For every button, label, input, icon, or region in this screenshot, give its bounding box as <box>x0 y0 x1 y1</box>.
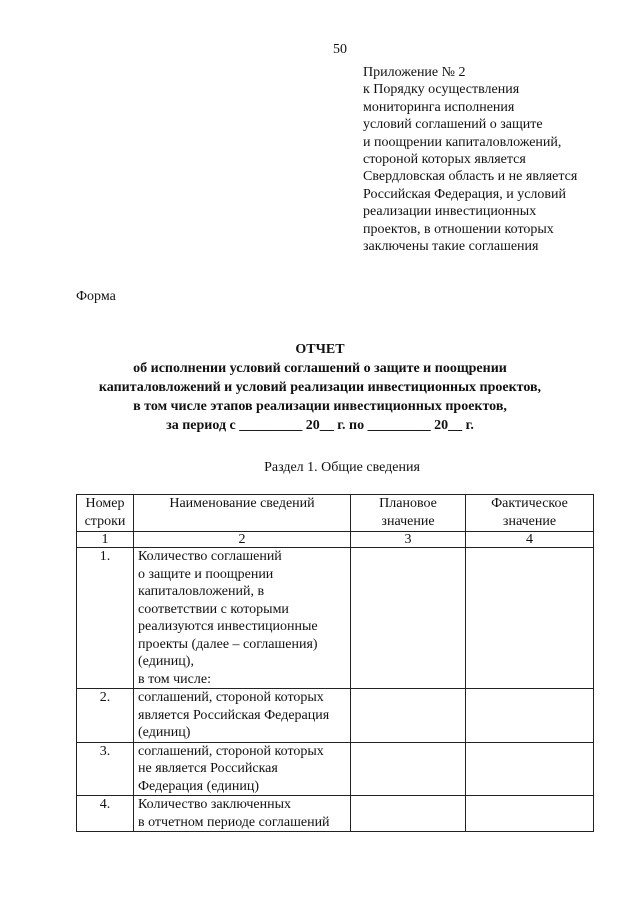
row-text-line: проекты (далее – соглашения) <box>138 636 318 652</box>
row-text-line: (единиц) <box>138 725 191 740</box>
header-row-number <box>77 495 134 532</box>
report-subtitle-line: об исполнении условий соглашений о защите и поощрении <box>133 361 507 376</box>
actual-value-cell[interactable] <box>466 742 594 796</box>
header-text: строки <box>84 513 126 529</box>
row-text-line: соглашений, стороной которых <box>138 690 324 705</box>
appendix-line: проектов, в отношении которых <box>363 221 554 237</box>
table-row <box>77 689 594 743</box>
row-text-line: Количество заключенных <box>138 797 291 812</box>
appendix-line: стороной которых является <box>363 152 526 168</box>
column-number: 2 <box>134 532 351 548</box>
row-text-line: в отчетном периоде соглашений <box>138 814 330 830</box>
header-text: значение <box>381 513 435 529</box>
report-subtitle-line: капиталовложений и условий реализации инвестиционных проектов, <box>98 380 542 395</box>
header-text: Плановое <box>379 496 437 511</box>
report-period-line: за период с _________ 20__ г. по _________ 20__ г. <box>166 418 474 433</box>
planned-value-cell[interactable] <box>351 548 466 689</box>
row-text-line: Количество соглашений <box>138 549 282 564</box>
appendix-line: и поощрении капиталовложений, <box>363 134 562 150</box>
appendix-line: мониторинга исполнения <box>363 99 515 115</box>
header-planned <box>351 495 466 532</box>
row-text-line: капиталовложений, в <box>138 584 265 599</box>
section-title: Раздел 1. Общие сведения <box>264 460 420 475</box>
row-text-line: (единиц), <box>138 654 194 669</box>
row-text-line: является Российская Федерация <box>138 707 330 723</box>
actual-value-cell[interactable] <box>466 689 594 743</box>
header-name <box>134 495 351 532</box>
appendix-line: заключены такие соглашения <box>363 239 539 255</box>
table-header-row <box>77 495 594 532</box>
report-title: ОТЧЕТ <box>295 342 345 357</box>
appendix-block <box>363 64 623 255</box>
row-text-line: в том числе: <box>138 671 211 687</box>
column-number: 1 <box>77 532 134 548</box>
row-text-line: соответствии с которыми <box>138 601 289 617</box>
row-description <box>134 796 351 832</box>
general-info-table <box>76 494 594 832</box>
actual-value-cell[interactable] <box>466 796 594 832</box>
header-text: Номер <box>85 496 125 511</box>
header-text: Наименование сведений <box>169 496 315 511</box>
header-text: Фактическое <box>491 496 568 511</box>
appendix-line: Свердловская область и не является <box>363 169 578 185</box>
planned-value-cell[interactable] <box>351 689 466 743</box>
planned-value-cell[interactable] <box>351 742 466 796</box>
row-number: 4. <box>77 796 134 832</box>
table-row <box>77 548 594 689</box>
row-number: 2. <box>77 689 134 743</box>
row-text-line: Федерация (единиц) <box>138 778 260 794</box>
row-description <box>134 742 351 796</box>
row-text-line: не является Российская <box>138 761 278 776</box>
table-row <box>77 742 594 796</box>
appendix-line: реализации инвестиционных <box>363 204 537 220</box>
row-text-line: о защите и поощрении <box>138 566 274 582</box>
report-title-block <box>0 340 640 435</box>
appendix-line: Российская Федерация, и условий <box>363 186 567 202</box>
page-number: 50 <box>333 42 347 57</box>
column-number-row <box>77 532 594 548</box>
column-number: 4 <box>466 532 594 548</box>
column-number: 3 <box>351 532 466 548</box>
form-label: Форма <box>76 289 116 304</box>
report-subtitle-line: в том числе этапов реализации инвестиционных проектов, <box>133 399 507 414</box>
appendix-line: условий соглашений о защите <box>363 117 543 133</box>
actual-value-cell[interactable] <box>466 548 594 689</box>
header-text: значение <box>502 513 557 529</box>
appendix-line: Приложение № 2 <box>363 65 466 80</box>
header-actual <box>466 495 594 532</box>
planned-value-cell[interactable] <box>351 796 466 832</box>
row-description <box>134 689 351 743</box>
table-row <box>77 796 594 832</box>
row-text-line: соглашений, стороной которых <box>138 743 324 759</box>
row-description <box>134 548 351 689</box>
appendix-line: к Порядку осуществления <box>363 82 520 98</box>
row-number: 3. <box>77 742 134 796</box>
row-text-line: реализуются инвестиционные <box>138 619 318 634</box>
row-number: 1. <box>77 548 134 689</box>
